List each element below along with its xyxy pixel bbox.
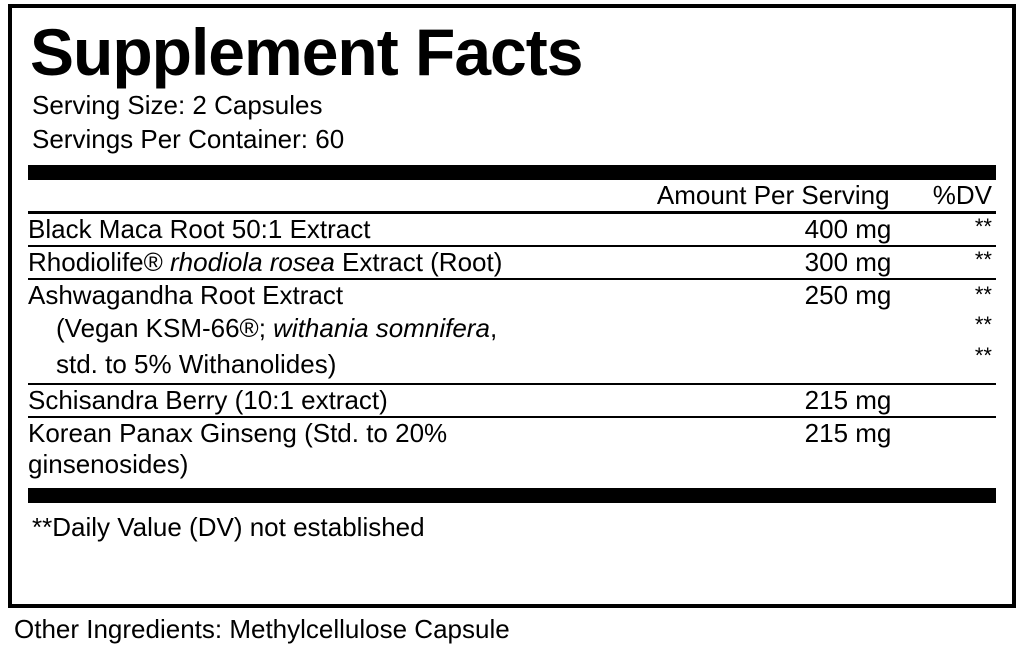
panel-title: Supplement Facts [30,15,583,89]
ingredient-subline-2: std. to 5% Withanolides) [56,348,337,379]
ingredient-amount: 215 mg [804,384,892,415]
table-row [28,247,996,278]
ingredient-dv: ** [974,213,992,239]
ingredient-name-post: Extract (Root) [334,246,503,277]
ingredient-table [28,214,996,480]
subline-italic: withania somnifera [273,312,490,343]
dv-group [899,280,992,371]
subline-post: , [489,312,498,343]
ingredient-dv-2: ** [974,312,992,338]
ingredient-amount: 400 mg [804,213,892,244]
servings-per-container: Servings Per Container: 60 [32,124,345,155]
ingredient-amount: 300 mg [804,246,892,277]
ingredient-dv: ** [974,281,992,307]
ingredient-subline-1 [28,311,601,347]
supplement-facts-panel [8,4,1016,608]
ingredient-dv-3: ** [974,342,992,368]
ingredient-amount: 250 mg [804,279,892,310]
ingredient-name: Korean Panax Ginseng (Std. to 20% ginsenosides) [28,417,448,479]
other-ingredients: Other Ingredients: Methylcellulose Capsule [14,614,510,644]
ingredient-dv [899,385,996,416]
thick-divider-bottom [28,488,996,503]
header-amount: Amount Per Serving [656,179,890,210]
ingredient-dv [899,418,996,480]
ingredient-name: Black Maca Root 50:1 Extract [28,213,371,244]
header-name [28,180,592,211]
ingredient-dv-stack [899,280,996,383]
facts-table [28,180,996,211]
header-dv: %DV [932,179,992,210]
thick-divider-top [28,165,996,180]
ingredient-name [28,247,601,278]
subline-pre: (Vegan KSM-66®; [56,312,274,343]
ingredient-name-main: Ashwagandha Root Extract [28,279,344,310]
ingredient-name-pre: Rhodiolife® [28,246,171,277]
ingredient-name [28,280,601,383]
ingredient-name: Schisandra Berry (10:1 extract) [28,384,388,415]
daily-value-footnote: **Daily Value (DV) not established [32,511,425,542]
serving-size: Serving Size: 2 Capsules [32,90,323,121]
table-row [28,280,996,383]
table-row [28,385,996,416]
ingredient-dv: ** [974,246,992,272]
table-header-row [28,180,996,211]
ingredient-amount: 215 mg [804,417,892,448]
table-row [28,214,996,245]
ingredient-name-italic: rhodiola rosea [170,246,335,277]
table-row [28,418,996,480]
